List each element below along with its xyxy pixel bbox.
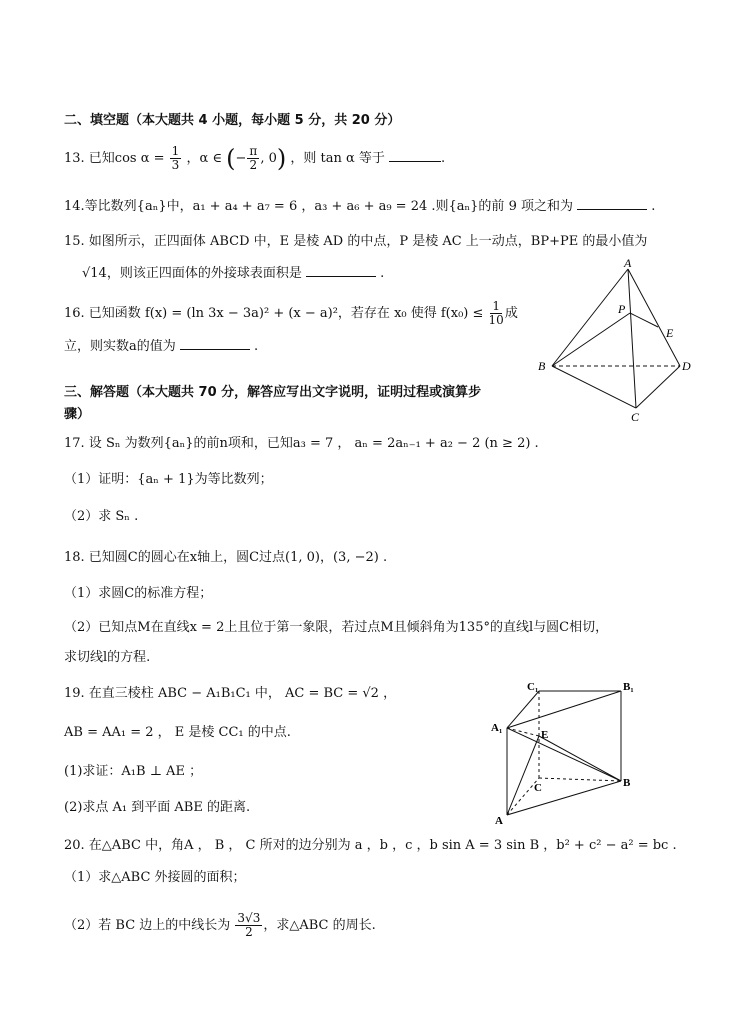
q13-interval-fraction [247,145,259,172]
q16-frac-num: 1 [492,299,500,313]
question-17-part2: （2）求 Sₙ . [64,509,139,524]
question-18-part2b: 求切线l的方程. [64,650,151,665]
question-15-line2: √14，则该正四面体的外接球表面积是 . [82,262,384,284]
question-20: 20. 在△ABC 中，角A ， B ， C 所对的边分别为 a ，b ，c ，b sin A = 3 sin B ，b² + c² − a² = bc . [64,838,677,853]
q14-text: 14.等比数列{aₙ}中，a₁ + a₄ + a₇ = 6 ，a₃ + a₆ + a₉ = 24 .则{aₙ}的前 9 项之和为 [64,199,573,214]
q16-text-b: 成 [504,306,518,321]
q13-answer-blank[interactable] [389,147,441,162]
question-14: 14.等比数列{aₙ}中，a₁ + a₄ + a₇ = 6 ，a₃ + a₆ + a₉ = 24 .则{aₙ}的前 9 项之和为 . [64,195,655,217]
edge-BC [552,366,636,408]
edge-A1B1 [507,691,621,728]
q13-minus: − [235,151,247,166]
q13-suffix: ，则 tan α 等于 [290,151,385,166]
edge-AD [628,269,680,366]
section-heading-solutions-2: 骤） [64,407,91,422]
section-heading-solutions-1: 三、解答题（本大题共 70 分，解答应写出文字说明，证明过程或演算步 [64,385,482,400]
q13-int-num: π [249,144,258,158]
q13-int-end: , 0 [260,151,277,166]
q20-text-a: （2）若 BC 边上的中线长为 [64,918,231,933]
question-16-line2: 立，则实数a的值为 . [64,335,258,357]
segment-A1E-hidden [507,728,539,736]
edge-CB-hidden [539,778,621,781]
label-P: P [618,302,626,316]
q15-text: ，则该正四面体的外接球表面积是 [106,266,302,281]
question-19-line2: AB = AA₁ = 2 ， E 是棱 CC₁ 的中点. [64,725,291,740]
edge-AB [507,781,621,815]
question-17: 17. 设 Sₙ 为数列{aₙ}的前n项和，已知a₃ = 7 ， aₙ = 2aₙ₋₁ + a₂ − 2 (n ≥ 2) . [64,436,539,451]
segment-PE [630,313,658,327]
question-15-line1: 15. 如图所示，正四面体 ABCD 中，E 是棱 AD 的中点，P 是棱 AC 上一动点，BP+PE 的最小值为 [64,234,648,249]
q13-fraction [170,145,182,172]
q16-answer-blank[interactable] [180,335,250,350]
label-C1: C₁ [527,681,539,693]
label-B: B [538,359,546,373]
q16-fraction [489,300,504,327]
q15-sqrt: √14 [82,266,107,281]
q16-text-2: 立，则实数a的值为 [64,339,176,354]
q13-prefix: 13. 已知cos α = [64,151,165,166]
question-18-part2a: （2）已知点M在直线x = 2上且位于第一象限，若过点M且倾斜角为135°的直线l与圆C相切， [64,620,609,635]
question-19-part2: (2)求点 A₁ 到平面 ABE 的距离. [64,800,251,815]
q13-frac-den: 3 [171,158,180,172]
tetrahedron-figure [530,255,700,425]
q20-text-b: ，求△ABC 的周长. [263,918,376,933]
segment-AE [507,736,539,815]
edge-AB [552,269,628,366]
q20-frac-den: 2 [245,925,253,939]
label-D: D [682,359,691,373]
q13-frac-num: 1 [171,144,180,158]
edge-AC [628,269,636,408]
label-B: B [623,777,631,789]
section-heading-fill-in: 二、填空题（本大题共 4 小题，每小题 5 分，共 20 分） [64,113,401,128]
question-18-part1: （1）求圆C的标准方程； [64,586,213,601]
question-16-line1 [64,300,518,327]
q13-alpha-in: ，α ∈ [186,151,222,166]
label-A: A [495,815,503,827]
prism-figure [485,678,645,828]
label-C: C [534,782,542,794]
q16-frac-den: 10 [488,313,504,327]
question-19-line1: 19. 在直三棱柱 ABC − A₁B₁C₁ 中， AC = BC = √2 ， [64,686,397,701]
question-18: 18. 已知圆C的圆心在x轴上，圆C过点(1, 0)，(3, −2) . [64,550,388,565]
question-20-part1: （1）求△ABC 外接圆的面积； [64,870,246,885]
segment-EB [539,736,621,781]
label-E: E [541,729,549,741]
label-C: C [631,410,640,424]
q15-answer-blank[interactable] [306,262,376,277]
q13-int-den: 2 [249,158,258,172]
q20-frac-num: 3√3 [237,911,261,925]
label-E: E [666,326,674,340]
label-A: A [624,256,632,270]
edge-CD [636,366,680,408]
label-B1: B₁ [623,681,634,693]
label-A1: A₁ [491,722,503,734]
question-13: 13. 已知cos α = $\frac{1}{3}$ ，α ∈ (− $\frac{\pi}{2}$ , 0) ，则 tan α 等于 . [64,144,446,173]
segment-BP [552,313,630,366]
q20-fraction [235,912,262,939]
question-20-part2 [64,912,376,939]
q14-answer-blank[interactable] [577,195,647,210]
q16-text-a: 16. 已知函数 f(x) = (ln 3x − 3a)² + (x − a)²，若存在 x₀ 使得 f(x₀) ≤ [64,306,484,321]
question-19-part1: (1)求证：A₁B ⊥ AE ； [64,764,203,779]
question-17-part1: （1）证明：{aₙ + 1}为等比数列； [64,472,273,487]
